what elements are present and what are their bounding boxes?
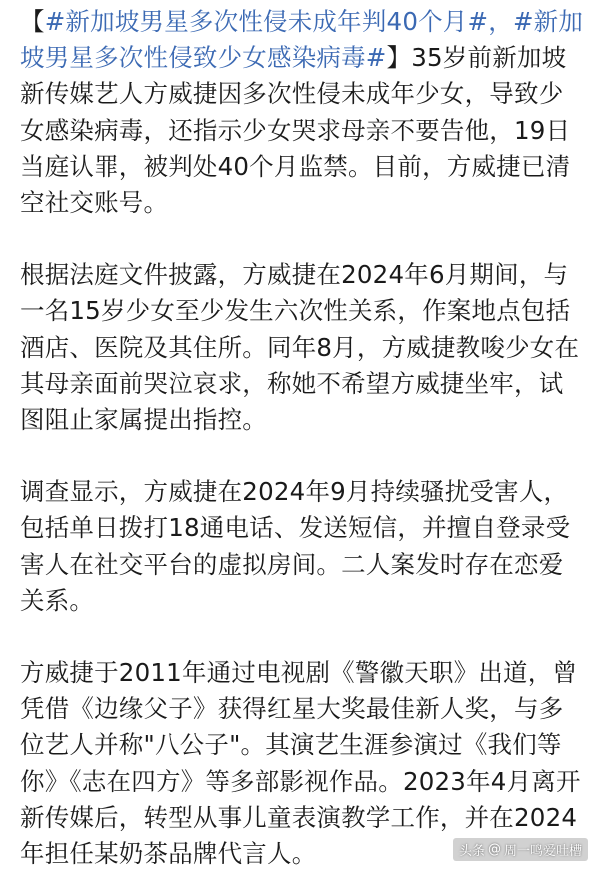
paragraph-1-text: 35岁前新加坡新传媒艺人方威捷因多次性侵未成年少女，导致少女感染病毒，还指示少女哭求母亲不要告他，19日当庭认罪，被判处40个月监禁。目前，方威捷已清空社交账号。 — [20, 43, 571, 218]
paragraph-4: 方威捷于2011年通过电视剧《警徽天职》出道，曾凭借《边缘父子》获得红星大奖最佳新人奖，与多位艺人并称"八公子"。其演艺生涯参演过《我们等你》《志在四方》等多部影视作品。2023年4月离开新传媒后，转型从事儿童表演教学工作，并在2024年担任某奶茶品牌代言人。 — [20, 658, 581, 869]
paragraph-1 — [20, 4, 588, 221]
watermark-at: @ — [487, 842, 501, 857]
paragraph-3: 调查显示，方威捷在2024年9月持续骚扰受害人，包括单日拨打18通电话、发送短信，并擅自登录受害人在社交平台的虚拟房间。二人案发时存在恋爱关系。 — [20, 477, 571, 615]
watermark — [453, 838, 588, 861]
hashtag-link-2[interactable]: #新加坡男星多次性侵致少女感染病毒# — [20, 7, 584, 73]
bracket-open: 【 — [20, 7, 45, 36]
watermark-platform: 头条 — [458, 844, 485, 859]
article-body — [20, 4, 588, 872]
paragraph-2: 根据法庭文件披露，方威捷在2024年6月期间，与一名15岁少女至少发生六次性关系，作案地点包括酒店、医院及其住所。同年8月，方威捷教唆少女在其母亲面前哭泣哀求，称她不希望方威捷坐牢，试图阻止家属提出指控。 — [20, 260, 580, 435]
watermark-account: 周一鸣爱吐槽 — [503, 844, 582, 859]
hashtag-comma: ， — [488, 7, 513, 36]
bracket-close: 】 — [386, 43, 412, 73]
hashtag-link-1[interactable]: #新加坡男星多次性侵未成年判40个月# — [44, 7, 489, 36]
